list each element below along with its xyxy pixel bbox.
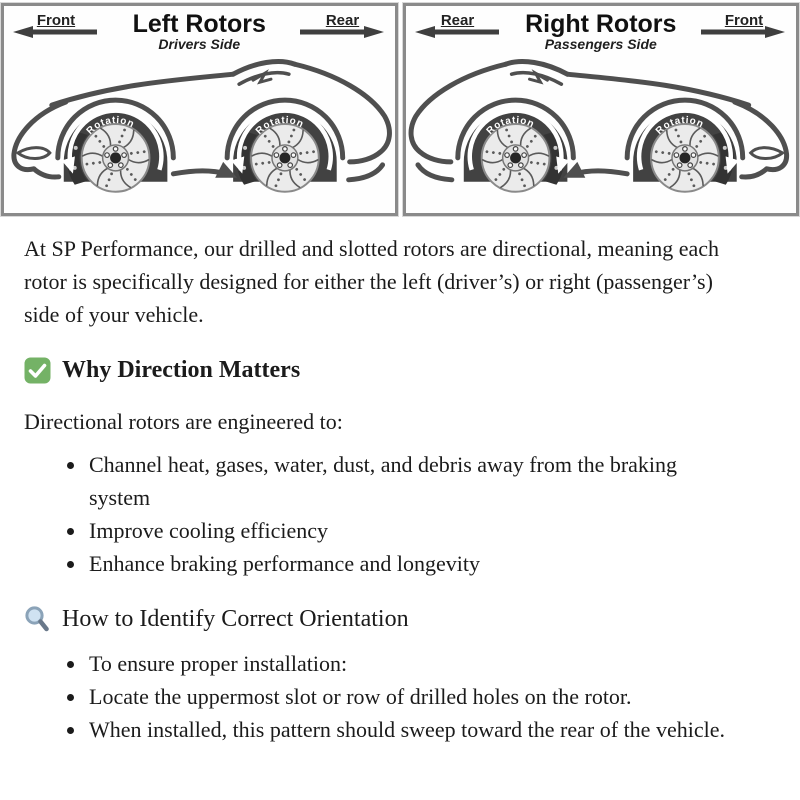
section1-lead: Directional rotors are engineered to: <box>24 409 343 434</box>
rear-label-text: Rear <box>440 12 475 29</box>
section1-bullet-list <box>24 448 742 580</box>
right-rotors-panel <box>403 3 800 216</box>
rear-direction-label <box>415 13 501 38</box>
rotation-label: Rotation <box>253 114 306 137</box>
list-item: • Locate the uppermost slot or row of drilled holes on the rotor. <box>87 680 776 713</box>
rear-label-text: Rear <box>325 12 360 29</box>
front-direction-label <box>13 13 99 38</box>
list-item: • Improve cooling efficiency <box>87 514 742 547</box>
list-item: • To ensure proper installation: <box>87 647 776 680</box>
section-heading-identify-orientation <box>24 601 776 637</box>
front-label-text: Front <box>724 12 764 29</box>
front-label-text: Front <box>36 12 76 29</box>
left-rotors-panel <box>1 3 398 216</box>
intro-paragraph: At SP Performance, our drilled and slotted rotors are directional, meaning each rotor is specifically designed for either the left (driver’s) or right (passenger’s) side of your vehicle. <box>24 236 720 327</box>
rear-direction-label <box>300 13 386 38</box>
front-direction-label <box>701 13 787 38</box>
left-panel-subtitle: Drivers Side <box>158 36 241 53</box>
right-car-illustration <box>406 52 797 204</box>
section2-bullet-list <box>24 647 776 746</box>
rotation-label: Rotation <box>484 114 536 137</box>
list-item: • When installed, this pattern should sweep toward the rear of the vehicle. <box>87 713 776 746</box>
left-panel-title: Left Rotors <box>132 10 266 38</box>
rotation-label: Rotation <box>84 114 137 137</box>
right-panel-header <box>406 6 797 52</box>
section-heading-why-direction-matters <box>24 352 776 388</box>
left-panel-header <box>4 6 395 52</box>
list-item: • Enhance braking performance and longevity <box>87 547 742 580</box>
right-panel-title: Right Rotors <box>525 10 677 38</box>
check-mark-icon <box>24 357 51 384</box>
rotor-direction-diagram <box>0 0 800 216</box>
magnifying-glass-icon <box>24 605 51 633</box>
article-body <box>0 216 800 746</box>
rotation-label: Rotation <box>653 114 706 137</box>
section1-heading-text: Why Direction Matters <box>62 357 301 383</box>
left-car-illustration <box>4 52 395 204</box>
right-panel-subtitle: Passengers Side <box>544 36 657 53</box>
list-item: • Channel heat, gases, water, dust, and debris away from the braking system <box>87 448 742 514</box>
section2-heading-text: How to Identify Correct Orientation <box>62 606 409 632</box>
